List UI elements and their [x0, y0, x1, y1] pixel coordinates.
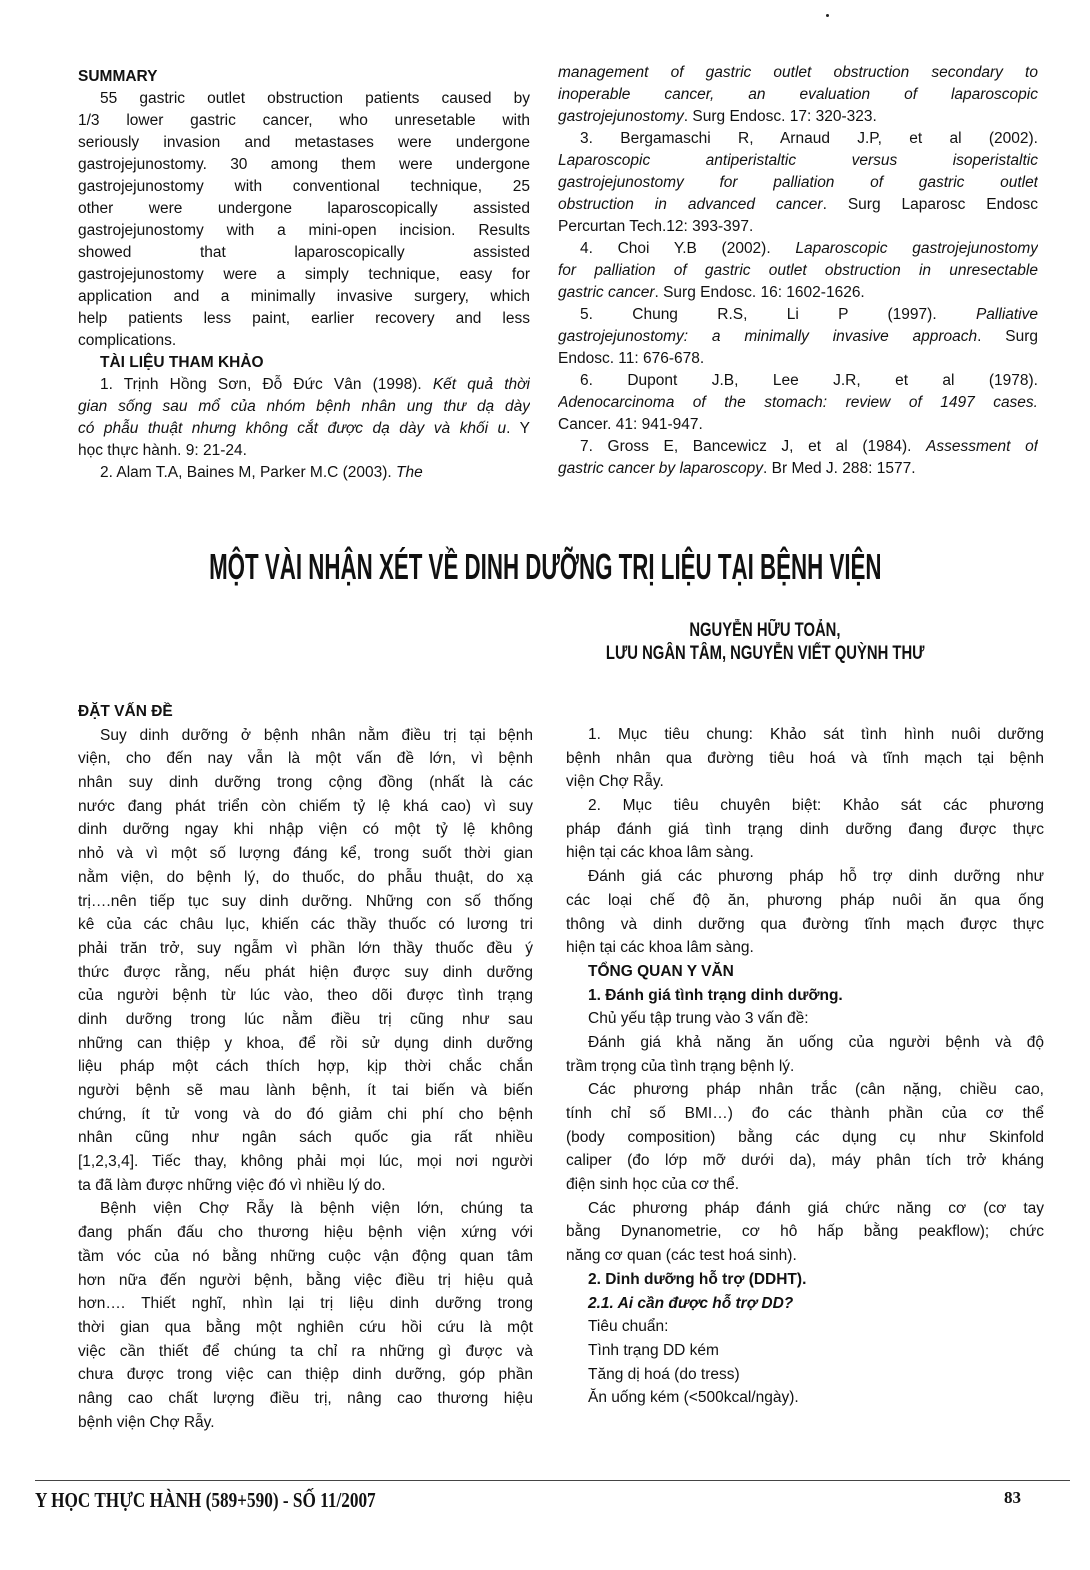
text-segment: hơn nữa đến người bệnh, bằng việc điều trị hiệu quả [78, 1271, 533, 1289]
text-line [78, 1126, 533, 1150]
text-line [78, 842, 533, 866]
text-segment: chưa được trong việc can thiệp dinh dưỡng, góp phần [78, 1366, 533, 1384]
paragraph [566, 865, 1044, 960]
text-line [78, 1150, 533, 1174]
text-line [566, 723, 1044, 747]
text-line [566, 1055, 1044, 1079]
section-heading [566, 984, 1044, 1008]
text-segment: trị….nên tiếp tục suy dinh dưỡng. Những con số thống [78, 892, 533, 910]
text-line [566, 1244, 1044, 1268]
paragraph [566, 1315, 1044, 1339]
text-segment: gastrojejunostomy were a simply technique, easy for [78, 266, 530, 283]
text-line [566, 1386, 1044, 1410]
text-segment: 2.1. Ai cần được hỗ trợ DD? [588, 1294, 794, 1312]
text-line [78, 286, 530, 308]
paragraph [566, 1031, 1044, 1078]
text-line [78, 1411, 533, 1435]
text-segment: . Surg Endosc. 16: 1602-1626. [654, 284, 865, 301]
text-line [78, 330, 530, 352]
text-line [78, 961, 533, 985]
text-line [566, 936, 1044, 960]
text-line [558, 150, 1038, 172]
paragraph [78, 88, 530, 352]
text-line [78, 462, 530, 484]
text-line [566, 1220, 1044, 1244]
text-segment: liệu pháp một cách thích hợp, kịp thời chắc chắn [78, 1058, 533, 1076]
text-segment: học thực hành. 9: 21-24. [78, 442, 247, 459]
text-segment: application and a minimally invasive surgery, which [78, 288, 530, 305]
paragraph [566, 1078, 1044, 1196]
text-line [566, 1197, 1044, 1221]
text-segment: gian sống sau mổ của nhóm bệnh nhân ung thư dạ dày [78, 398, 530, 415]
text-line [78, 1269, 533, 1293]
text-segment: 1. Mục tiêu chung: Khảo sát tình hình nuôi dưỡng [588, 726, 1044, 743]
references-column-right [558, 62, 1038, 480]
article-title [0, 546, 1090, 588]
paragraph [558, 128, 1038, 238]
text-segment: other were undergone laparoscopically assisted [78, 200, 530, 217]
text-segment: có phẫu thuật nhưng không cắt được dạ dày và khối u [78, 420, 507, 437]
section-heading [78, 352, 530, 374]
text-segment: bệnh viện Chợ Rẫy. [78, 1413, 215, 1431]
text-segment: caliper (đo lớp mỡ dưới da), máy phân tích trở kháng [566, 1152, 1044, 1170]
text-segment: tầm vóc của nó bằng những cuộc vận động quan tâm [78, 1247, 533, 1265]
text-line [78, 747, 533, 771]
text-line [566, 1031, 1044, 1055]
text-line [78, 937, 533, 961]
text-line [566, 1126, 1044, 1150]
text-segment: gastrojejunostomy with conventional technique, 25 [78, 178, 530, 195]
text-segment: . Surg Endosc. 17: 320-323. [683, 108, 877, 125]
text-segment: 6. Dupont J.B, Lee J.R, et al (1978). [580, 372, 1038, 389]
text-segment: bằng Dynanometrie, cơ hô hấp bằng peakflow); chức [566, 1223, 1044, 1241]
objectives-review-column-right [566, 723, 1044, 1410]
paragraph [566, 794, 1044, 865]
paragraph [558, 370, 1038, 436]
text-line [558, 194, 1038, 216]
text-segment: gastrojejunostomy [558, 108, 684, 125]
paragraph [566, 1339, 1044, 1363]
text-segment: chứng, ít tử vong và do đó giảm chi phí cho bệnh [78, 1105, 533, 1123]
text-line [78, 1008, 533, 1032]
text-segment: 2. Alam T.A, Baines M, Parker M.C (2003). [100, 464, 397, 481]
text-segment: 2. Mục tiêu chuyên biệt: Khảo sát các phương [588, 797, 1044, 815]
text-segment: nhân cũng như ngân sách quốc gia rất nhiều [78, 1129, 533, 1147]
text-segment: TÀI LIỆU THAM KHẢO [100, 354, 264, 371]
author-names: LƯU NGÂN TÂM, NGUYỄN VIẾT QUỲNH THƯ [605, 643, 925, 664]
text-segment: showed that laparoscopically assisted [78, 244, 530, 261]
text-line [78, 1079, 533, 1103]
text-line [78, 418, 530, 440]
text-line [78, 1032, 533, 1056]
text-segment: nâng cao chất lượng điều trị, nâng cao thương hiệu [78, 1389, 533, 1407]
text-line [78, 132, 530, 154]
paragraph [558, 304, 1038, 370]
text-line [566, 747, 1044, 771]
text-segment: [1,2,3,4]. Tiếc thay, không phải mọi lúc, mọi nơi người [78, 1153, 533, 1171]
text-segment: inoperable cancer, an evaluation of laparoscopic [558, 86, 1038, 103]
paragraph [78, 724, 533, 1198]
page-number: 83 [1004, 1488, 1021, 1507]
text-line [566, 1292, 1044, 1316]
text-segment: việc cần thiết để chúng ta chỉ ra những gì được và [78, 1342, 533, 1360]
text-line [78, 154, 530, 176]
text-segment: gastric cancer [558, 284, 655, 301]
text-segment: phải trăn trở, suy ngẫm vì phần lớn thầy thuốc đều ý [78, 939, 533, 957]
text-segment: trầm trọng của tình trạng bệnh lý. [566, 1057, 795, 1075]
text-line [78, 1387, 533, 1411]
text-line [78, 984, 533, 1008]
text-segment: thông và dinh dưỡng qua đường tĩnh mạch được thực [566, 915, 1044, 933]
text-line [558, 282, 1038, 304]
text-line [566, 913, 1044, 937]
text-line [566, 1007, 1044, 1031]
text-segment: 55 gastric outlet obstruction patients caused by [100, 90, 530, 107]
footer-divider [35, 1480, 1070, 1481]
text-line [78, 308, 530, 330]
text-segment: Endosc. 11: 676-678. [558, 350, 705, 367]
text-segment: pháp đánh giá tình trạng dinh dưỡng đang được thực [566, 820, 1044, 838]
text-line [566, 984, 1044, 1008]
text-segment: . Surg Laparosc Endosc [822, 196, 1038, 213]
text-segment: Các phương pháp nhân trắc (cân nặng, chiều cao, [588, 1081, 1044, 1099]
text-line [78, 176, 530, 198]
text-segment: gastric cancer by laparoscopy [558, 460, 764, 477]
article-title-text: MỘT VÀI NHẬN XÉT VỀ DINH DƯỠNG TRỊ LIỆU TẠI BỆNH VIỆN [208, 546, 882, 587]
text-segment: ta đã làm được những việc đó vì nhiều lý do. [78, 1176, 386, 1194]
text-line [78, 866, 533, 890]
text-line [78, 352, 530, 374]
text-line [558, 326, 1038, 348]
text-segment: những can thiệp y khoa, để rồi sử dụng dinh dưỡng [78, 1034, 533, 1052]
paragraph [78, 462, 530, 484]
text-line [566, 889, 1044, 913]
text-line [78, 88, 530, 110]
text-segment: kê của các châu lục, khiến các thầy thuốc có lương tri [78, 916, 533, 934]
journal-footer: Y HỌC THỰC HÀNH (589+590) - SỐ 11/2007 [35, 1488, 376, 1512]
text-segment: điện sinh học của cơ thể. [566, 1176, 740, 1194]
section-heading [566, 1268, 1044, 1292]
text-line [566, 865, 1044, 889]
text-line [78, 700, 533, 724]
text-line [558, 414, 1038, 436]
text-segment: viện Chợ Rẫy. [566, 773, 664, 791]
text-line [78, 396, 530, 418]
text-line [78, 198, 530, 220]
text-line [566, 960, 1044, 984]
author-line-2 [540, 643, 990, 665]
text-line [78, 890, 533, 914]
text-segment: help patients less paint, earlier recovery and less [78, 310, 530, 327]
text-segment: Đánh giá khả năng ăn uống của người bệnh và độ [588, 1033, 1044, 1051]
text-segment: Laparoscopic antiperistaltic versus isoperistaltic [558, 152, 1038, 169]
text-segment: 7. Gross E, Bancewicz J, et al (1984). [580, 438, 927, 455]
text-segment: Percurtan Tech.12: 393-397. [558, 218, 754, 235]
text-line [558, 172, 1038, 194]
text-segment: nước đang phát triển còn chiếm tỷ lệ khá cao) vì suy [78, 797, 533, 815]
text-line [558, 216, 1038, 238]
paragraph [558, 436, 1038, 480]
text-line [566, 1102, 1044, 1126]
text-segment: thức được rằng, nếu phát hiện được suy dinh dưỡng [78, 963, 533, 981]
text-line [566, 794, 1044, 818]
text-segment: 1. Trịnh Hồng Sơn, Đỗ Đức Vân (1998). [100, 376, 433, 393]
text-segment: . Br Med J. 288: 1577. [763, 460, 916, 477]
text-segment: bệnh nhân qua đường tiêu hoá và tĩnh mạch tại bệnh [566, 749, 1044, 767]
text-segment: Đánh giá các phương pháp hỗ trợ dinh dưỡng như [588, 868, 1044, 886]
paragraph [558, 62, 1038, 128]
text-line [566, 770, 1044, 794]
text-segment: hiện tại các khoa lâm sàng. [566, 844, 754, 862]
text-line [558, 436, 1038, 458]
text-line [566, 818, 1044, 842]
text-segment: viện, cho đến nay vẫn là một vấn đề lớn, vì bệnh [78, 750, 533, 768]
text-line [566, 1339, 1044, 1363]
text-segment: Bệnh viện Chợ Rẫy là bệnh viện lớn, chúng ta [100, 1200, 533, 1218]
text-line [78, 1221, 533, 1245]
text-segment: 2. Dinh dưỡng hỗ trợ (DDHT). [588, 1270, 807, 1288]
text-line [78, 1055, 533, 1079]
text-segment: 5. Chung R.S, Li P (1997). [580, 306, 976, 323]
text-line [78, 1197, 533, 1221]
author-names: NGUYỄN HỮU TOẢN, [689, 620, 841, 641]
text-line [78, 795, 533, 819]
text-segment: đang phấn đấu cho thương hiệu bệnh viện xứng với [78, 1224, 533, 1242]
text-segment: 4. Choi Y.B (2002). [580, 240, 796, 257]
text-line [558, 260, 1038, 282]
text-segment: Tình trạng DD kém [588, 1341, 719, 1359]
text-line [78, 1245, 533, 1269]
text-segment: seriously invasion and metastases were undergone [78, 134, 530, 151]
text-line [558, 238, 1038, 260]
text-line [558, 84, 1038, 106]
text-segment: (body composition) bằng các dụng cụ như Skinfold [566, 1128, 1044, 1146]
text-line [78, 724, 533, 748]
text-segment: 3. Bergamaschi R, Arnaud J.P, et al (2002). [580, 130, 1038, 147]
paragraph [566, 1363, 1044, 1387]
text-segment: Kết quả thời [432, 376, 530, 393]
text-segment: 1. Đánh giá tình trạng dinh dưỡng. [588, 986, 843, 1004]
text-line [566, 841, 1044, 865]
text-segment: obstruction in advanced cancer [558, 196, 823, 213]
text-line [78, 374, 530, 396]
text-line [558, 128, 1038, 150]
text-line [78, 220, 530, 242]
text-segment: của người bệnh từ lúc vào, theo dõi được tình trạng [78, 987, 533, 1005]
text-line [566, 1078, 1044, 1102]
paragraph [78, 1197, 533, 1434]
text-segment: Adenocarcinoma of the stomach: review of 1497 cases. [558, 394, 1038, 411]
text-segment: gastrojejunostomy: a minimally invasive approach [558, 328, 978, 345]
text-line [558, 458, 1038, 480]
text-segment: for palliation of gastric outlet obstruction in unresectable [558, 262, 1038, 279]
text-line [78, 771, 533, 795]
text-segment: gastrojejunostomy. 30 among them were undergone [78, 156, 530, 173]
text-segment: nhỏ và vì một số lượng đáng kể, trong suốt thời gian [78, 845, 533, 863]
text-line [78, 1340, 533, 1364]
text-line [566, 1363, 1044, 1387]
text-line [78, 242, 530, 264]
text-segment: nhân suy dinh dưỡng trong cộng đồng (nhất là các [78, 774, 533, 792]
section-heading [78, 66, 530, 88]
text-line [78, 818, 533, 842]
text-segment: Palliative [975, 306, 1038, 323]
text-segment: SUMMARY [78, 68, 158, 85]
section-heading [566, 1292, 1044, 1316]
paragraph [566, 1386, 1044, 1410]
introduction-column-left [78, 700, 533, 1434]
text-line [566, 1268, 1044, 1292]
text-segment: hiện tại các khoa lâm sàng. [566, 939, 754, 957]
summary-references-column-left [78, 66, 530, 484]
text-segment: complications. [78, 332, 177, 349]
text-segment: Laparoscopic gastrojejunostomy [795, 240, 1038, 257]
text-segment: Tiêu chuẩn: [588, 1318, 669, 1336]
text-segment: Assessment of [926, 438, 1038, 455]
text-line [566, 1173, 1044, 1197]
text-line [558, 348, 1038, 370]
scan-speck [826, 14, 829, 17]
text-line [78, 1316, 533, 1340]
paragraph [566, 723, 1044, 794]
text-line [558, 370, 1038, 392]
text-line [78, 110, 530, 132]
text-segment: Suy dinh dưỡng ở bệnh nhân nằm điều trị tại bệnh [100, 726, 533, 744]
paragraph [78, 374, 530, 462]
text-line [78, 1363, 533, 1387]
text-segment: gastrojejunostomy for palliation of gastric outlet [558, 174, 1038, 191]
section-heading [566, 960, 1044, 984]
text-segment: Ăn uống kém (<500kcal/ngày). [588, 1389, 799, 1407]
text-segment: The [396, 464, 423, 481]
text-segment: Tăng dị hoá (do tress) [588, 1365, 740, 1383]
author-line-1 [540, 620, 990, 642]
text-line [78, 1174, 533, 1198]
text-segment: năng cơ quan (các test hoá sinh). [566, 1247, 797, 1265]
text-segment: . Surg [977, 328, 1038, 345]
text-line [566, 1149, 1044, 1173]
text-segment: người bệnh sẽ mau lành bệnh, ít tai biến và biến [78, 1082, 533, 1099]
text-segment: TỔNG QUAN Y VĂN [588, 962, 734, 980]
paragraph [566, 1007, 1044, 1031]
text-segment: Các phương pháp đánh giá chức năng cơ (cơ tay [588, 1199, 1044, 1217]
text-line [78, 66, 530, 88]
text-line [78, 1103, 533, 1127]
text-line [78, 440, 530, 462]
text-line [78, 913, 533, 937]
text-segment: các loại chế độ ăn, phương pháp nuôi ăn qua ống [566, 891, 1044, 909]
paragraph [566, 1197, 1044, 1268]
text-segment: gastrojejunostomy with a mini-open incision. Results [78, 222, 530, 239]
text-line [558, 106, 1038, 128]
text-segment: ĐẶT VẤN ĐỀ [78, 703, 173, 720]
text-line [558, 392, 1038, 414]
text-line [566, 1315, 1044, 1339]
text-line [558, 62, 1038, 84]
text-segment: dinh dưỡng ngay khi nhập viện có một tỷ lệ không [78, 821, 533, 839]
text-segment: dinh dưỡng trong lúc nằm điều trị cũng như sau [78, 1010, 533, 1028]
text-segment: Chủ yếu tập trung vào 3 vấn đề: [588, 1010, 809, 1028]
text-line [78, 264, 530, 286]
text-segment: management of gastric outlet obstruction secondary to [558, 64, 1038, 81]
section-heading [78, 700, 533, 724]
text-segment: . Y [506, 420, 530, 437]
text-segment: nằm viện, do bệnh lý, do thuốc, do phẫu thuật, do xạ [78, 868, 533, 886]
paragraph [558, 238, 1038, 304]
text-segment: thời gian qua bằng một nghiên cứu hồi cứu là một [78, 1318, 533, 1336]
text-line [558, 304, 1038, 326]
text-segment: Cancer. 41: 941-947. [558, 416, 703, 433]
text-segment: tính chỉ số BMI…) đo các thành phần của cơ thể [566, 1105, 1044, 1122]
text-segment: hơn…. Thiết nghĩ, nhìn lại trị liệu dinh dưỡng trong [78, 1295, 533, 1313]
text-line [78, 1292, 533, 1316]
text-segment: 1/3 lower gastric cancer, who unresetable with [78, 112, 530, 129]
